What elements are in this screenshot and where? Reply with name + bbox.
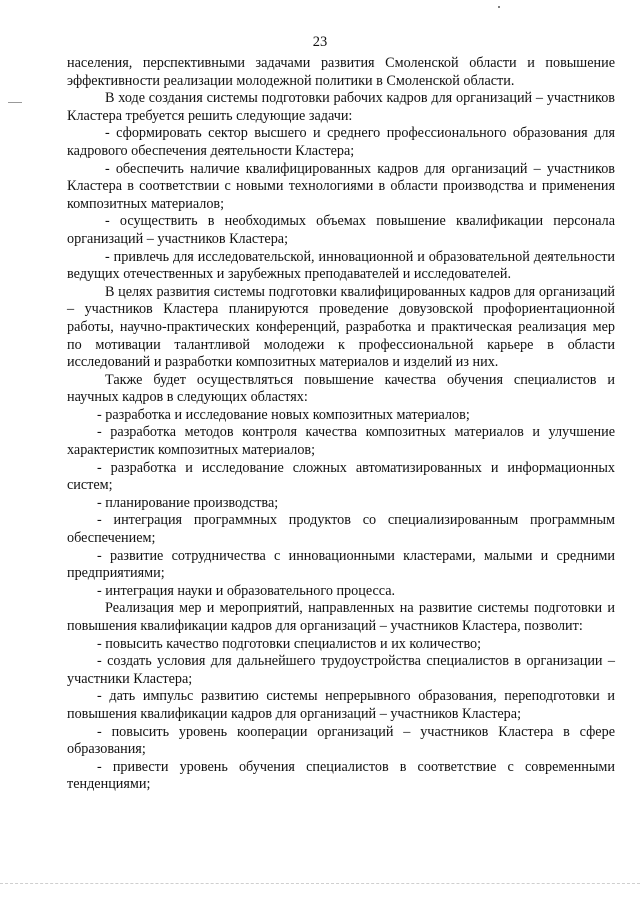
- list-item: - создать условия для дальнейшего трудоустройства специалистов в организации – участники Кластера;: [67, 653, 615, 687]
- scan-dot: [498, 6, 500, 8]
- scan-edge-line: [0, 883, 640, 884]
- list-item: - планирование производства;: [97, 494, 279, 511]
- list-item: - дать импульс развитию системы непрерывного образования, переподготовки и повышения квалификации кадров для организаций – участников Кластера;: [67, 688, 615, 722]
- list-item: - интеграция программных продуктов со специализированным программным обеспечением;: [67, 512, 615, 547]
- paragraph: В целях развития системы подготовки квалифицированных кадров для организаций – участников Кластера планируются проведение довузовской профориентационной работы, научно-практических конференций, разработка и практическая реализация мер по мотивации талантливой молодежи к профессиональной карьере в области исследований и разработки композитных материалов и изделий из них.: [67, 283, 615, 371]
- list-item: - сформировать сектор высшего и среднего профессионального образования для кадрового обеспечения деятельности Кластера;: [67, 125, 615, 159]
- list-item: - развитие сотрудничества с инновационными кластерами, малыми и средними предприятиями;: [67, 547, 615, 582]
- document-body: [67, 55, 615, 794]
- paragraph: Также будет осуществляться повышение качества обучения специалистов и научных кадров в следующих областях:: [67, 371, 615, 406]
- list-item: - разработка методов контроля качества композитных материалов и улучшение характеристик композитных материалов;: [67, 424, 615, 459]
- list-item: - повысить качество подготовки специалистов и их количество;: [97, 635, 482, 652]
- list-item: - осуществить в необходимых объемах повышение квалификации персонала организаций – участников Кластера;: [67, 213, 615, 247]
- list-item: - разработка и исследование сложных автоматизированных и информационных систем;: [67, 459, 615, 494]
- list-item: - обеспечить наличие квалифицированных кадров для организаций – участников Кластера в соответствии с новыми технологиями в области производства и применения композитных материалов;: [67, 160, 615, 212]
- list-item: - привести уровень обучения специалистов в соответствие с современными тенденциями;: [67, 758, 615, 793]
- list-item: - привлечь для исследовательской, инновационной и образовательной деятельности ведущих отечественных и зарубежных преподавателей и исследователей.: [67, 248, 615, 283]
- list-item: - повысить уровень кооперации организаций – участников Кластера в сфере образования;: [67, 723, 615, 758]
- paragraph: Реализация мер и мероприятий, направленных на развитие системы подготовки и повышения квалификации кадров для организаций – участников Кластера, позволит:: [67, 600, 615, 634]
- list-item: - разработка и исследование новых композитных материалов;: [97, 406, 470, 423]
- paragraph: В ходе создания системы подготовки рабочих кадров для организаций – участников Кластера требуется решить следующие задачи:: [67, 90, 615, 124]
- list-item: - интеграция науки и образовательного процесса.: [97, 582, 396, 599]
- paragraph: населения, перспективными задачами развития Смоленской области и повышение эффективности реализации молодежной политики в Смоленской области.: [67, 55, 615, 89]
- margin-mark: [8, 102, 22, 103]
- page-number: 23: [312, 34, 328, 50]
